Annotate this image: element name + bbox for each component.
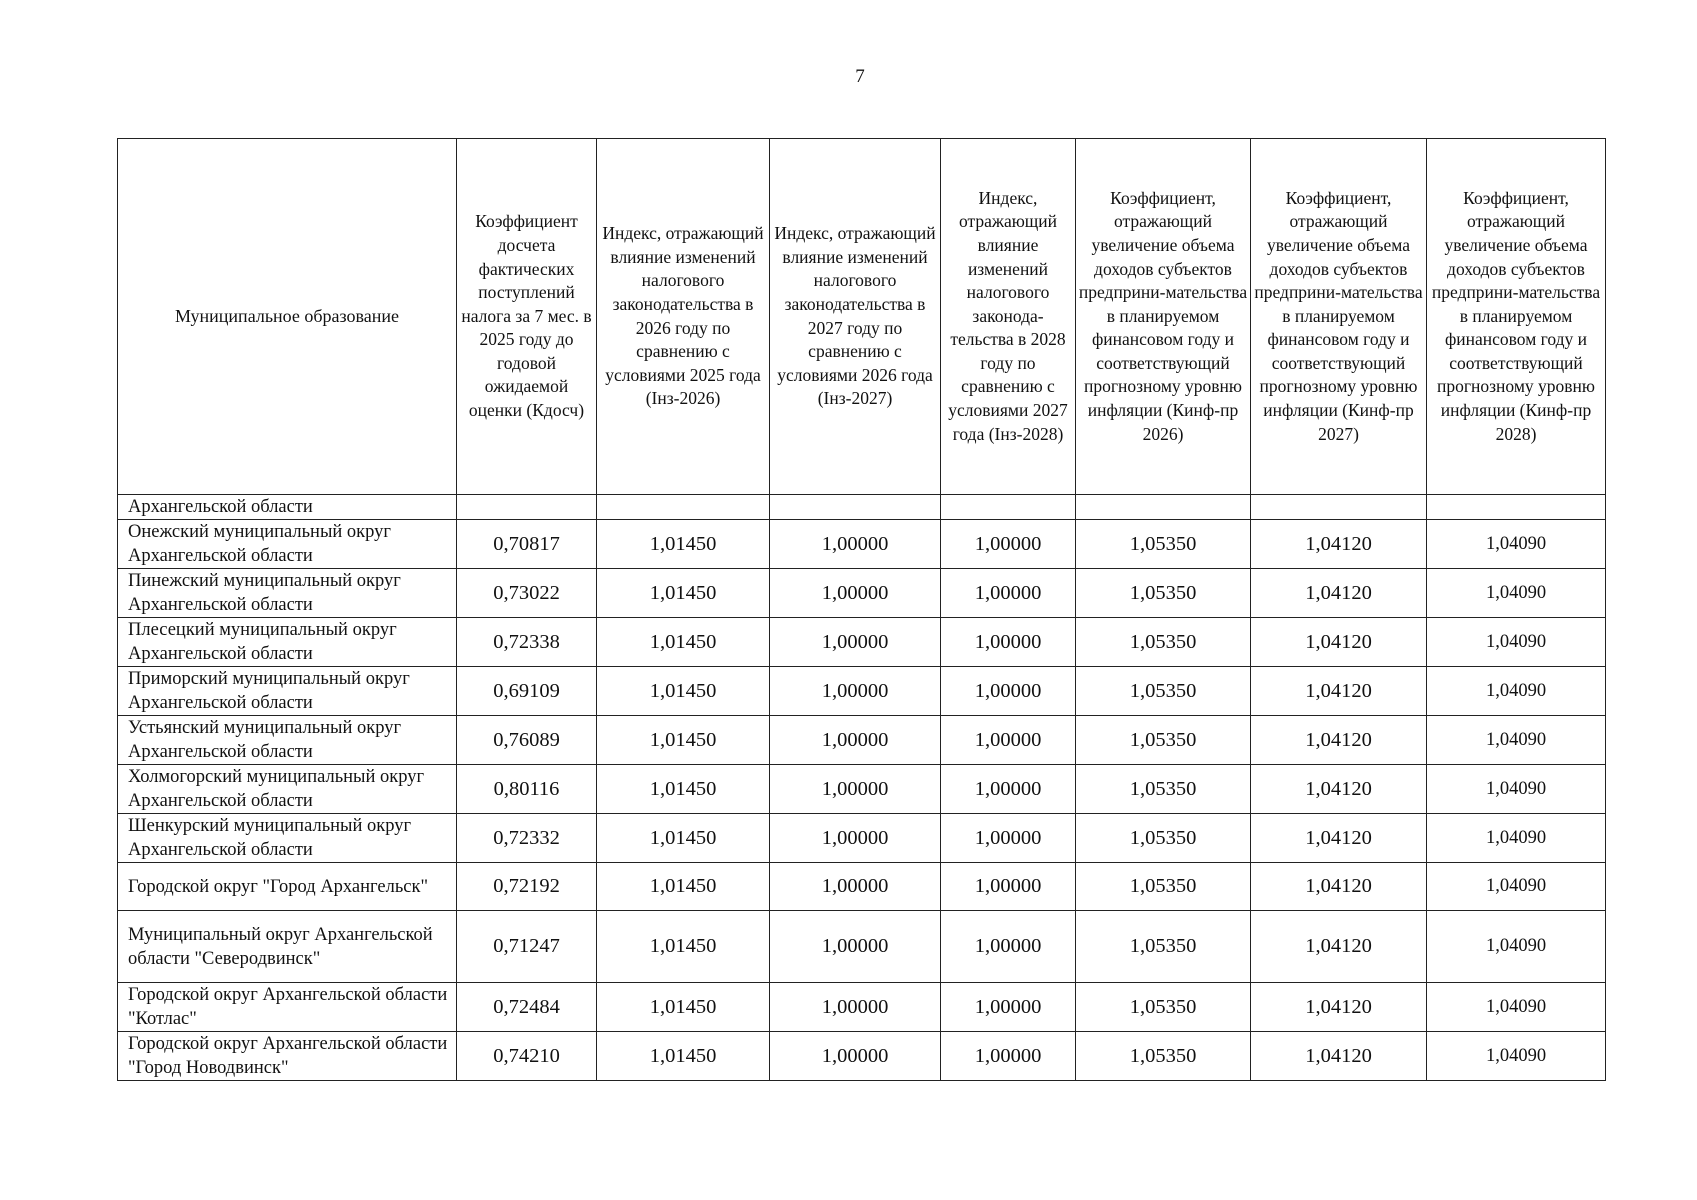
value-cell-kinf-2028: 1,04090: [1427, 814, 1606, 863]
header-inz-2027: Индекс, отражающий влияние изменений налогового законодательства в 2027 году по сравнению с условиями 2026 года (Iнз-2027): [770, 139, 941, 495]
table-row: [118, 863, 1606, 911]
value-cell-kinf-2026: 1,05350: [1076, 520, 1251, 569]
value-cell-kinf-2026: 1,05350: [1076, 911, 1251, 983]
municipality-name-cell: Приморский муниципальный округ Архангельской области: [118, 667, 457, 716]
value-cell-kinf-2026: 1,05350: [1076, 863, 1251, 911]
value-cell-kinf-2028: 1,04090: [1427, 618, 1606, 667]
value-cell-inz-2027: 1,00000: [770, 1032, 941, 1081]
value-cell-kdosch: 0,72332: [457, 814, 597, 863]
header-kinf-2028: Коэффициент, отражающий увеличение объема доходов субъектов предприни-мательства в планируемом финансовом году и соответствующий прогнозному уровню инфляции (Кинф-пр 2028): [1427, 139, 1606, 495]
value-cell-kinf-2027: 1,04120: [1251, 569, 1427, 618]
value-cell-kinf-2028: 1,04090: [1427, 863, 1606, 911]
value-cell-inz-2026: 1,01450: [597, 814, 770, 863]
value-cell-kinf-2027: 1,04120: [1251, 983, 1427, 1032]
table-row: [118, 569, 1606, 618]
table-row: [118, 618, 1606, 667]
value-cell-inz-2027: 1,00000: [770, 716, 941, 765]
municipality-name-cell: Пинежский муниципальный округ Архангельской области: [118, 569, 457, 618]
table-row: [118, 1032, 1606, 1081]
continuation-cell: Архангельской области: [118, 495, 457, 520]
value-cell-inz-2026: 1,01450: [597, 618, 770, 667]
value-cell-kinf-2026: 1,05350: [1076, 716, 1251, 765]
value-cell-kinf-2026: 1,05350: [1076, 983, 1251, 1032]
value-cell-inz-2028: 1,00000: [941, 569, 1076, 618]
value-cell-kinf-2026: 1,05350: [1076, 569, 1251, 618]
municipality-name-cell: Онежский муниципальный округ Архангельской области: [118, 520, 457, 569]
value-cell-kinf-2026: 1,05350: [1076, 618, 1251, 667]
value-cell-inz-2028: 1,00000: [941, 863, 1076, 911]
header-kinf-2027: Коэффициент, отражающий увеличение объема доходов субъектов предприни-мательства в планируемом финансовом году и соответствующий прогнозному уровню инфляции (Кинф-пр 2027): [1251, 139, 1427, 495]
value-cell-inz-2026: 1,01450: [597, 983, 770, 1032]
municipality-name-cell: Городской округ Архангельской области "Котлас": [118, 983, 457, 1032]
table-row: [118, 716, 1606, 765]
value-cell-inz-2027: 1,00000: [770, 911, 941, 983]
value-cell-kinf-2027: 1,04120: [1251, 618, 1427, 667]
value-cell-inz-2027: 1,00000: [770, 618, 941, 667]
empty-cell: [941, 495, 1076, 520]
header-inz-2026: Индекс, отражающий влияние изменений налогового законодательства в 2026 году по сравнению с условиями 2025 года (Iнз-2026): [597, 139, 770, 495]
value-cell-kinf-2026: 1,05350: [1076, 765, 1251, 814]
value-cell-kinf-2028: 1,04090: [1427, 667, 1606, 716]
municipality-name-cell: Устьянский муниципальный округ Архангельской области: [118, 716, 457, 765]
value-cell-kinf-2027: 1,04120: [1251, 863, 1427, 911]
value-cell-kinf-2027: 1,04120: [1251, 911, 1427, 983]
value-cell-kinf-2028: 1,04090: [1427, 911, 1606, 983]
value-cell-inz-2027: 1,00000: [770, 983, 941, 1032]
table-row: [118, 814, 1606, 863]
empty-cell: [1251, 495, 1427, 520]
value-cell-kinf-2026: 1,05350: [1076, 667, 1251, 716]
table-row: [118, 911, 1606, 983]
header-kinf-2026: Коэффициент, отражающий увеличение объема доходов субъектов предприни-мательства в планируемом финансовом году и соответствующий прогнозному уровню инфляции (Кинф-пр 2026): [1076, 139, 1251, 495]
value-cell-inz-2027: 1,00000: [770, 814, 941, 863]
municipality-name-cell: Холмогорский муниципальный округ Архангельской области: [118, 765, 457, 814]
value-cell-kinf-2027: 1,04120: [1251, 667, 1427, 716]
continuation-row: [118, 495, 1606, 520]
value-cell-kdosch: 0,72338: [457, 618, 597, 667]
value-cell-inz-2026: 1,01450: [597, 520, 770, 569]
value-cell-inz-2026: 1,01450: [597, 569, 770, 618]
municipality-name-cell: Городской округ Архангельской области "Город Новодвинск": [118, 1032, 457, 1081]
page-number: 7: [855, 66, 865, 87]
value-cell-inz-2028: 1,00000: [941, 983, 1076, 1032]
value-cell-inz-2028: 1,00000: [941, 814, 1076, 863]
value-cell-kinf-2026: 1,05350: [1076, 814, 1251, 863]
value-cell-inz-2028: 1,00000: [941, 667, 1076, 716]
value-cell-inz-2028: 1,00000: [941, 520, 1076, 569]
value-cell-kdosch: 0,76089: [457, 716, 597, 765]
value-cell-inz-2028: 1,00000: [941, 716, 1076, 765]
value-cell-kinf-2028: 1,04090: [1427, 983, 1606, 1032]
value-cell-kdosch: 0,72192: [457, 863, 597, 911]
value-cell-kinf-2028: 1,04090: [1427, 569, 1606, 618]
municipality-name-cell: Городской округ "Город Архангельск": [118, 863, 457, 911]
value-cell-kinf-2028: 1,04090: [1427, 1032, 1606, 1081]
value-cell-kdosch: 0,74210: [457, 1032, 597, 1081]
table-row: [118, 667, 1606, 716]
value-cell-inz-2027: 1,00000: [770, 569, 941, 618]
value-cell-inz-2027: 1,00000: [770, 667, 941, 716]
value-cell-inz-2026: 1,01450: [597, 765, 770, 814]
value-cell-inz-2028: 1,00000: [941, 765, 1076, 814]
value-cell-inz-2027: 1,00000: [770, 863, 941, 911]
header-kdosch: Коэффициент досчета фактических поступлений налога за 7 мес. в 2025 году до годовой ожидаемой оценки (Кдосч): [457, 139, 597, 495]
value-cell-kdosch: 0,72484: [457, 983, 597, 1032]
header-row: [118, 139, 1606, 495]
value-cell-kinf-2028: 1,04090: [1427, 716, 1606, 765]
municipality-name-cell: Плесецкий муниципальный округ Архангельской области: [118, 618, 457, 667]
coefficients-table: [117, 138, 1606, 1081]
municipality-name-cell: Шенкурский муниципальный округ Архангельской области: [118, 814, 457, 863]
value-cell-kinf-2027: 1,04120: [1251, 716, 1427, 765]
municipality-name-cell: Муниципальный округ Архангельской области "Северодвинск": [118, 911, 457, 983]
value-cell-inz-2028: 1,00000: [941, 618, 1076, 667]
value-cell-inz-2026: 1,01450: [597, 716, 770, 765]
value-cell-kdosch: 0,73022: [457, 569, 597, 618]
value-cell-inz-2026: 1,01450: [597, 1032, 770, 1081]
value-cell-kdosch: 0,80116: [457, 765, 597, 814]
value-cell-inz-2027: 1,00000: [770, 765, 941, 814]
table-row: [118, 765, 1606, 814]
value-cell-inz-2027: 1,00000: [770, 520, 941, 569]
value-cell-kinf-2027: 1,04120: [1251, 520, 1427, 569]
value-cell-kinf-2027: 1,04120: [1251, 1032, 1427, 1081]
value-cell-inz-2026: 1,01450: [597, 911, 770, 983]
value-cell-kdosch: 0,71247: [457, 911, 597, 983]
value-cell-inz-2028: 1,00000: [941, 911, 1076, 983]
value-cell-kinf-2027: 1,04120: [1251, 814, 1427, 863]
empty-cell: [1076, 495, 1251, 520]
table-row: [118, 983, 1606, 1032]
value-cell-inz-2028: 1,00000: [941, 1032, 1076, 1081]
empty-cell: [457, 495, 597, 520]
value-cell-kinf-2026: 1,05350: [1076, 1032, 1251, 1081]
value-cell-kdosch: 0,70817: [457, 520, 597, 569]
value-cell-kinf-2027: 1,04120: [1251, 765, 1427, 814]
header-municipality: Муниципальное образование: [118, 139, 457, 495]
table-row: [118, 520, 1606, 569]
empty-cell: [1427, 495, 1606, 520]
value-cell-kdosch: 0,69109: [457, 667, 597, 716]
empty-cell: [597, 495, 770, 520]
empty-cell: [770, 495, 941, 520]
header-inz-2028: Индекс, отражающий влияние изменений налогового законода-тельства в 2028 году по сравнению с условиями 2027 года (Iнз-2028): [941, 139, 1076, 495]
value-cell-kinf-2028: 1,04090: [1427, 765, 1606, 814]
value-cell-kinf-2028: 1,04090: [1427, 520, 1606, 569]
value-cell-inz-2026: 1,01450: [597, 667, 770, 716]
value-cell-inz-2026: 1,01450: [597, 863, 770, 911]
